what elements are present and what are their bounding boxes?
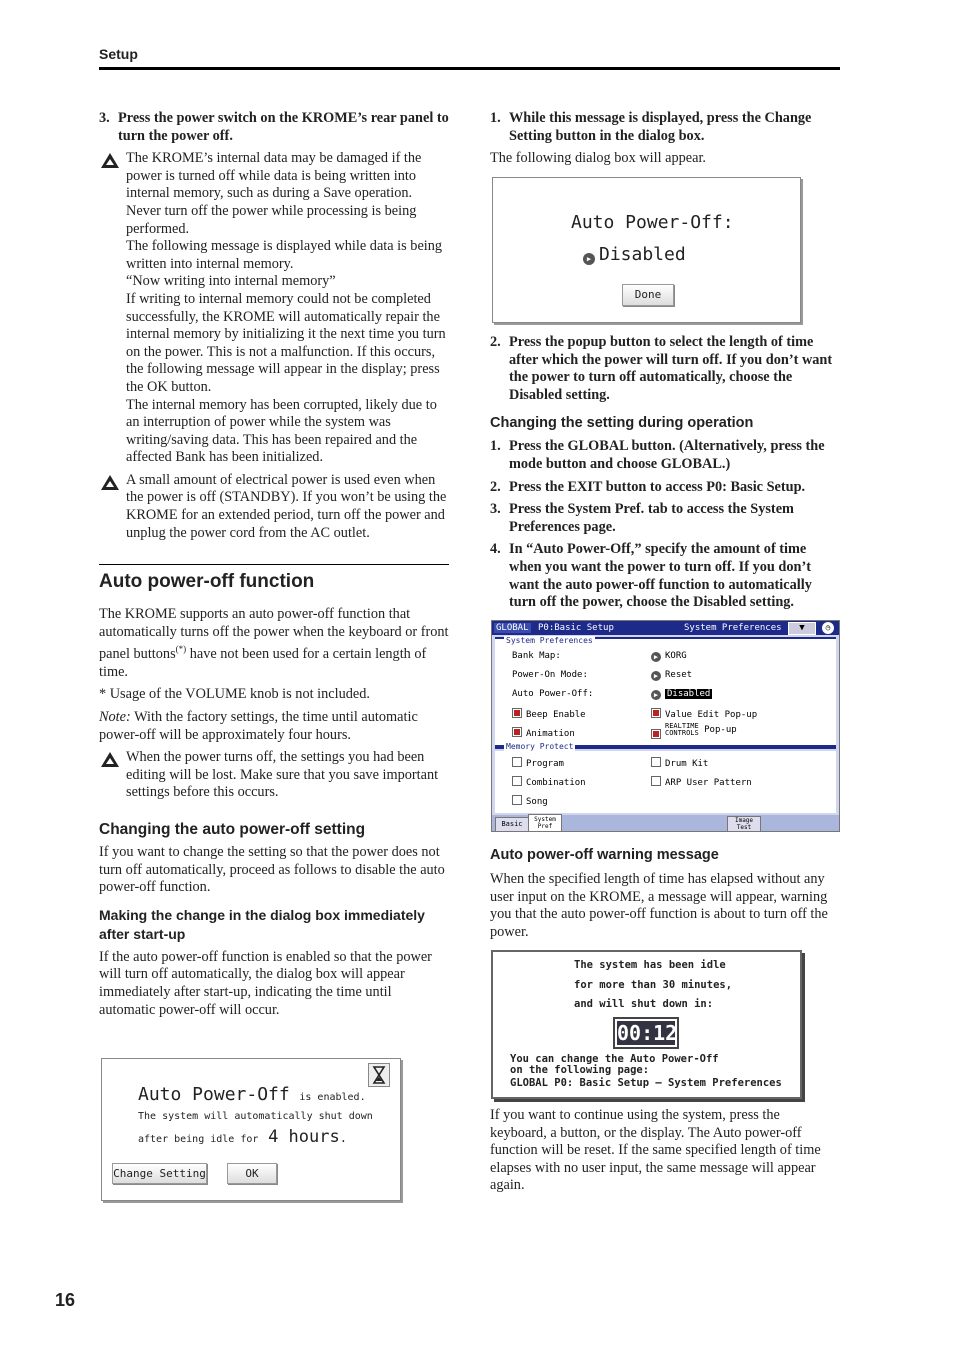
step-1: 1. While this message is displayed, press the Change Setting button in the dialog box. <box>490 110 812 144</box>
changing-paragraph: If you want to change the setting so that the power does not turn off automatically, proceed as follows to disable the auto power-off function. <box>99 843 445 896</box>
caution-hand-icon <box>99 150 126 467</box>
left-column <box>99 110 449 1024</box>
page-menu-label: System Preferences <box>684 623 782 633</box>
right-column-mid <box>490 334 840 617</box>
subsection-heading: Auto power-off warning message <box>490 847 719 863</box>
ok-button[interactable]: OK <box>227 1163 277 1184</box>
popup-arrow-icon: ▶ <box>651 690 661 700</box>
program-checkbox[interactable]: Program <box>512 757 564 769</box>
bank-map-popup[interactable]: ▶ KORG <box>651 651 687 662</box>
op-step: 2. Press the EXIT button to access P0: Basic Setup. <box>490 478 806 495</box>
popup-button[interactable]: ▶ Disabled <box>583 244 686 265</box>
step-3: 3. Press the power switch on the KROME’s rear panel to turn the power off. <box>99 110 449 144</box>
popup-arrow-icon: ▶ <box>651 671 661 681</box>
caution-note: When the power turns off, the settings you had been editing will be lost. Make sure that you save important settings before this occurs. <box>99 749 449 802</box>
caution-note: A small amount of electrical power is used even when the power is off (STANDBY). If you won’t be using the KROME for an extended period, turn off the power and unplug the power cord from the AC outlet. <box>99 472 449 542</box>
auto-power-off-popup[interactable]: ▶ Disabled <box>651 689 712 700</box>
op-step: 1. Press the GLOBAL button. (Alternatively, press the mode button and choose GLOBAL.) <box>490 438 825 472</box>
auto-power-off-warning-box: The system has been idle for more than 30 minutes, and will shut down in: 00:12 You can change the Auto Power-Off on the following page: GLOBAL P0: Basic Setup – System Preferences <box>491 950 802 1099</box>
arp-user-pattern-checkbox[interactable]: ARP User Pattern <box>651 776 752 788</box>
right-column-warning <box>490 846 840 946</box>
system-prefs-section: System Preferences <box>506 636 593 645</box>
making-paragraph: If the auto power-off function is enabled so that the power will turn off automatically, the dialog box will appear immediately after start-up, indicating the time until automatic power-off will occur. <box>99 948 432 1018</box>
mode-label: GLOBAL <box>496 623 529 633</box>
drum-kit-checkbox[interactable]: Drum Kit <box>651 757 708 769</box>
op-step: 4. In “Auto Power-Off,” specify the amount of time when you want the power to turn off. If you don’t want the auto power-off function to automatically turn off the power, choose the Disabled setting. <box>490 541 812 611</box>
auto-power-off-dialog: Auto Power-Off is enabled. The system will automatically shut down after being idle for 4 hours. Change Setting OK <box>101 1058 401 1201</box>
change-setting-button[interactable]: Change Setting <box>112 1163 207 1184</box>
realtime-controls-popup-checkbox[interactable]: REALTIME CONTROLS Pop-up <box>651 723 737 739</box>
auto-power-off-setting-dialog: Auto Power-Off: ▶ Disabled Done <box>492 177 801 323</box>
op-step: 3. Press the System Pref. tab to access the System Preferences page. <box>490 501 794 535</box>
page-menu-button[interactable]: ▼ <box>788 622 816 635</box>
intro-paragraph: The KROME supports an auto power-off function that automatically turns off the power when the keyboard or front panel buttons(*) have not been used for a certain length of time. <box>99 606 449 680</box>
memory-protect-section: Memory Protect <box>506 742 574 751</box>
caution-hand-icon <box>99 472 126 542</box>
song-checkbox[interactable]: Song <box>512 795 548 807</box>
subsection-heading: Changing the setting during operation <box>490 415 754 432</box>
tab-basic[interactable]: Basic <box>495 817 529 832</box>
clock-icon: ◷ <box>822 622 834 634</box>
page-number: 16 <box>55 1290 76 1310</box>
animation-checkbox[interactable]: Animation <box>512 727 575 739</box>
krome-display-screenshot: GLOBAL P0:Basic Setup System Preferences ▼ ◷ System Preferences Bank Map: ▶ KORG Power-On Mode: ▶ Reset Auto Power-Off: ▶ Disabled Beep Enable Value Edit Pop-up Animation REALTIME CONTROLS Pop-up Memory Protect Program Drum Kit Combination ARP User Pattern Song Basic System Pref Image Test <box>491 620 840 832</box>
tab-image-test[interactable]: Image Test <box>727 816 761 832</box>
header-rule <box>99 67 840 70</box>
sub-subsection-heading: Making the change in the dialog box immediately after start-up <box>99 906 425 942</box>
power-on-mode-popup[interactable]: ▶ Reset <box>651 670 692 681</box>
combination-checkbox[interactable]: Combination <box>512 776 586 788</box>
note: Note: With the factory settings, the time until automatic power-off will be approximately four hours. <box>99 708 418 743</box>
follow-text: The following dialog box will appear. <box>490 150 706 167</box>
step-2: 2. Press the popup button to select the length of time after which the power will turn off. If you don’t want the power to turn off automatically, choose the Disabled setting. <box>490 334 833 403</box>
running-header: Setup <box>99 46 138 62</box>
section-heading: Auto power-off function <box>99 564 449 593</box>
hourglass-icon <box>368 1063 390 1087</box>
continue-paragraph: If you want to continue using the system, press the keyboard, a button, or the display. The Auto power-off function will be reset. If the same specified length of time elapses with no user input, the same message will appear again. <box>490 1107 821 1194</box>
warning-paragraph: When the specified length of time has elapsed without any user input on the KROME, a message will appear, warning you that the auto power-off function is about to turn off the power. <box>490 871 828 940</box>
page-label: P0:Basic Setup <box>538 623 614 633</box>
tab-system-pref[interactable]: System Pref <box>528 814 562 832</box>
popup-arrow-icon: ▶ <box>651 652 661 662</box>
done-button[interactable]: Done <box>622 284 674 306</box>
right-column-continue <box>490 1107 840 1200</box>
caution-note: The KROME’s internal data may be damaged if the power is turned off while data is being written into internal memory, such as during a Save operation. Never turn off the power while processing is being performed. The following message is displayed while data is being written into internal memory. “Now writing into internal memory” If writing to internal memory could not be completed successfully, the KROME will automatically repair the internal memory by initializing it the next time you turn on the power. This is not a malfunction. If this occurs, the following message will appear in the display; press the OK button. The internal memory has been corrupted, likely due to an interruption of power while the system was writing/saving data. This has been repaired and the affected Bank has been initialized. <box>99 150 449 467</box>
right-column <box>490 110 840 173</box>
popup-arrow-icon: ▶ <box>583 253 595 265</box>
beep-enable-checkbox[interactable]: Beep Enable <box>512 708 586 720</box>
footnote: * Usage of the VOLUME knob is not included. <box>99 686 370 703</box>
value-edit-popup-checkbox[interactable]: Value Edit Pop-up <box>651 708 757 720</box>
subsection-heading: Changing the auto power-off setting <box>99 820 366 838</box>
caution-hand-icon <box>99 749 126 802</box>
countdown-timer: 00:12 <box>613 1017 679 1049</box>
